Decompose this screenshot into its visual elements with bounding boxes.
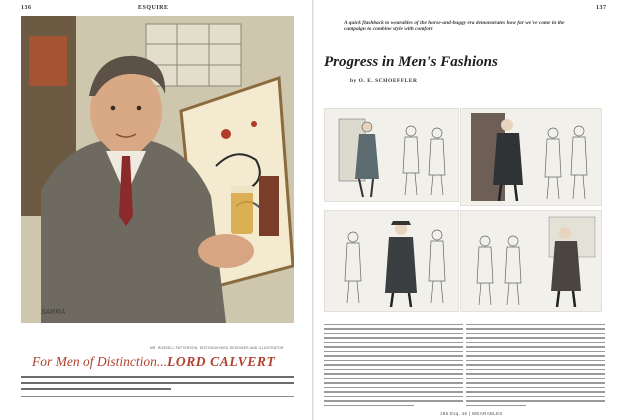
fashion-illustration-3: [324, 210, 459, 312]
ad-headline-prefix: For Men of Distinction...: [32, 354, 167, 369]
article-body-column-2: [466, 324, 605, 409]
article-body-column-1: [324, 324, 463, 409]
ad-headline-brand: LORD CALVERT: [167, 354, 276, 369]
advertisement-photo: [21, 16, 294, 323]
artist-caption: MR. RUSSELL PATTERSON, DISTINGUISHED DESIGNER AND ILLUSTRATOR: [150, 346, 284, 350]
svg-text:SARRA: SARRA: [41, 309, 66, 316]
portrait-illustration: [21, 16, 294, 323]
article-byline: by O. E. SCHOEFFLER: [350, 78, 418, 84]
ad-headline: [32, 354, 275, 370]
page-gutter: [312, 0, 314, 420]
article-headline: Progress in Men's Fashions: [324, 54, 498, 70]
page-footer: 186 Esq. 46 | WEARABLES: [440, 411, 503, 416]
magazine-name-left: ESQUIRE: [138, 5, 169, 11]
page-number-right: 137: [596, 5, 607, 11]
page-number-left: 136: [21, 5, 32, 11]
fashion-illustration-2: [460, 108, 602, 206]
article-deck: A quick flashback to wearables of the horse-and-buggy era demonstrates how far we've come in the campaign to combine style with comfort: [344, 20, 565, 33]
fashion-illustration-4: [460, 210, 602, 312]
fashion-illustration-1: [324, 108, 459, 202]
